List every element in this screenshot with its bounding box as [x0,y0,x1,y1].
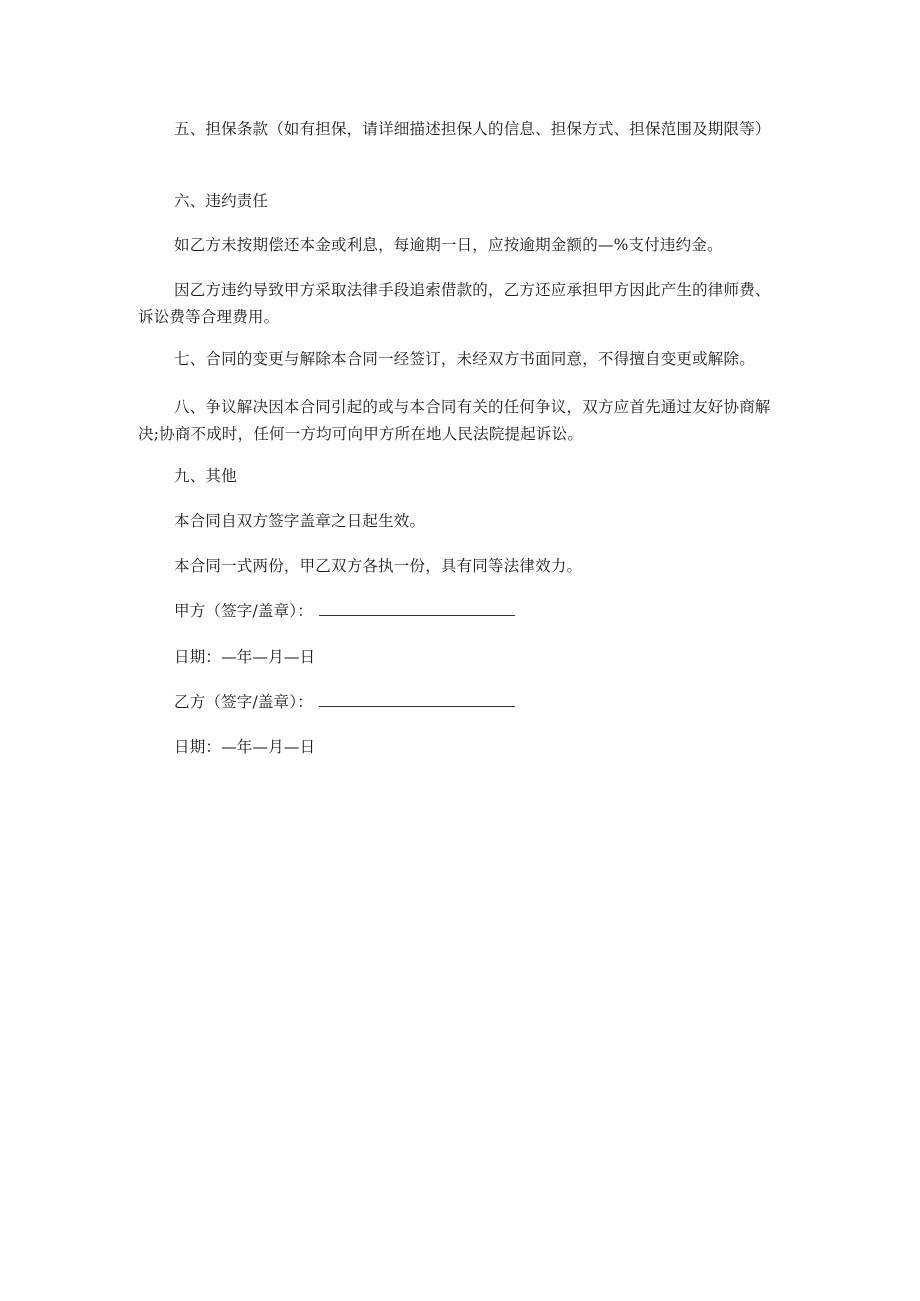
party-b-signature-row [138,689,786,716]
party-b-signature-label: 乙方（签字/盖章）： [174,693,313,711]
clause-six-penalty: 如乙方未按期偿还本金或利息，每逾期一日，应按逾期金额的—%支付违约金。 [174,236,723,254]
party-a-signature-row [138,598,786,625]
clause-six-legal-costs: 因乙方违约导致甲方采取法律手段追索借款的，乙方还应承担甲方因此产生的律师费、诉讼费等合理费用。 [138,281,771,326]
party-a-signature-label: 甲方（签字/盖章）： [174,602,313,620]
party-a-signature-line [319,601,515,616]
clause-eight-dispute: 八、争议解决因本合同引起的或与本合同有关的任何争议，双方应首先通过友好协商解决;协商不成时，任何一方均可向甲方所在地人民法院提起诉讼。 [138,398,771,443]
party-a-date: 日期：—年—月—日 [174,648,316,666]
clause-six-heading: 六、违约责任 [174,192,269,210]
clause-seven-amendment: 七、合同的变更与解除本合同一经签订，未经双方书面同意，不得擅自变更或解除。 [174,350,755,368]
party-b-date: 日期：—年—月—日 [174,738,316,756]
party-b-signature-line [319,692,515,707]
clause-nine-copies: 本合同一式两份，甲乙双方各执一份，具有同等法律效力。 [174,557,583,575]
clause-nine-heading: 九、其他 [174,467,237,485]
clause-nine-effective: 本合同自双方签字盖章之日起生效。 [174,512,426,530]
clause-five-guarantee: 五、担保条款（如有担保，请详细描述担保人的信息、担保方式、担保范围及期限等） [174,120,771,138]
